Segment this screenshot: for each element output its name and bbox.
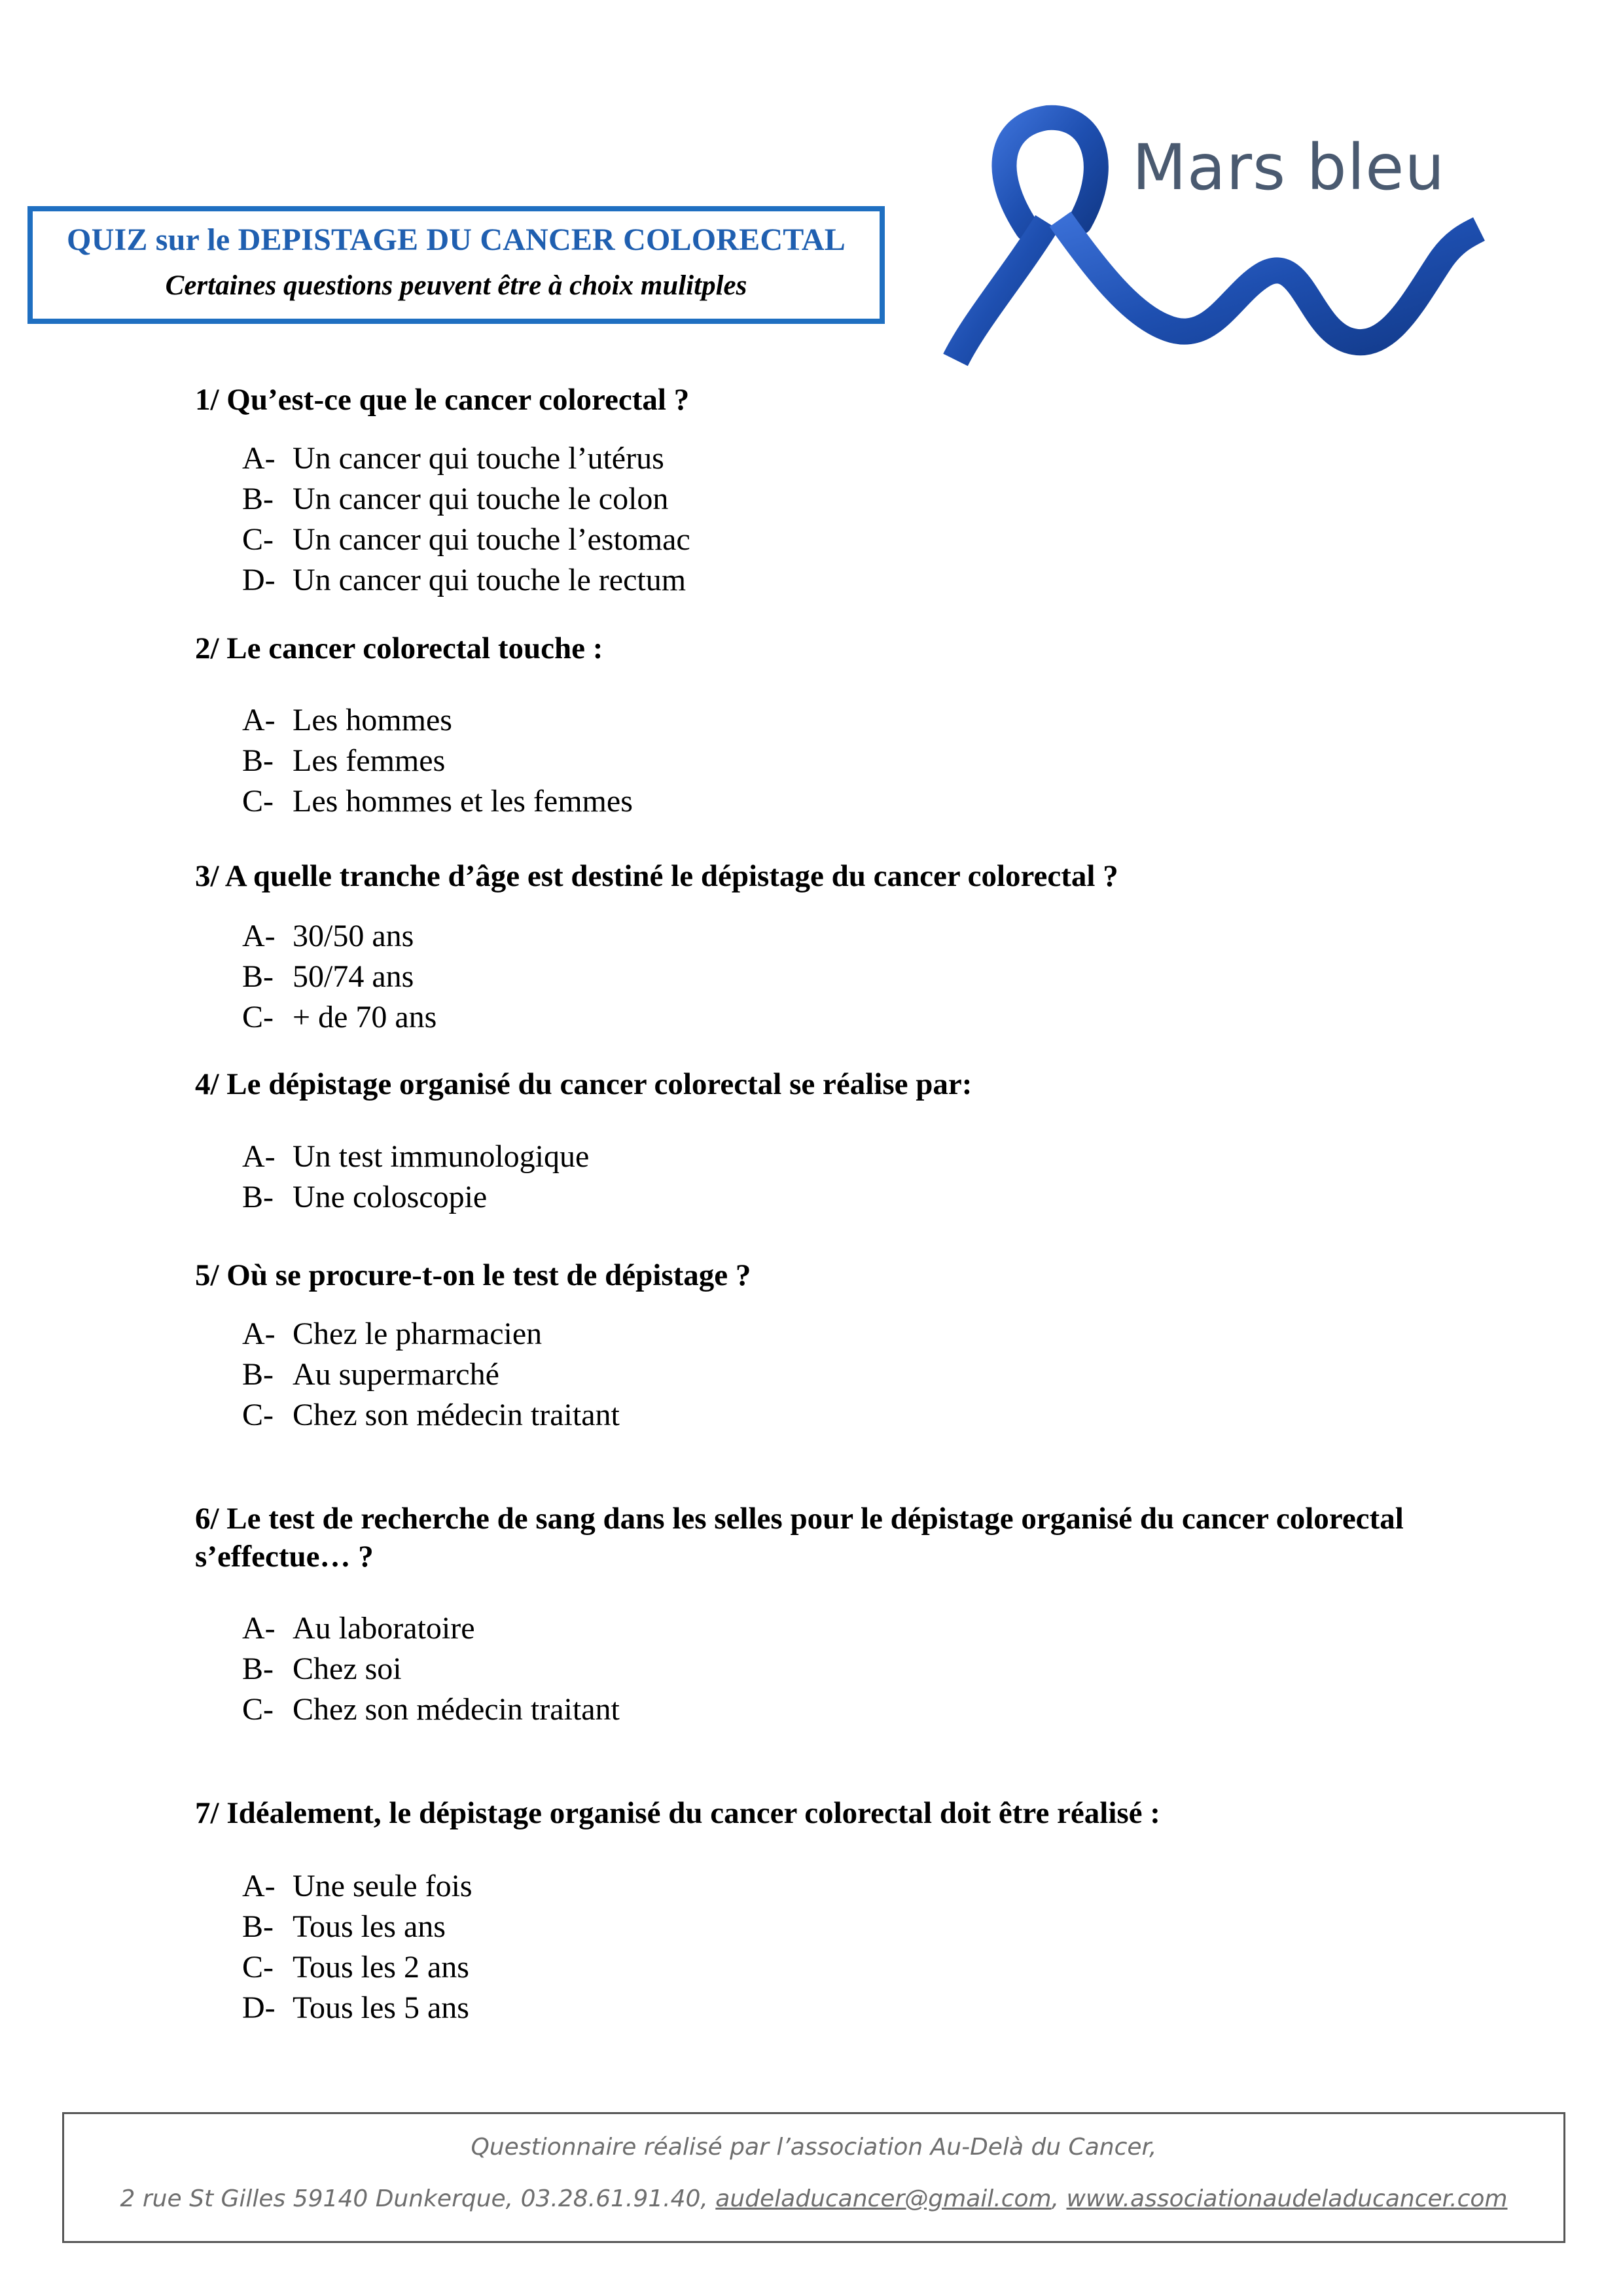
option-letter: A-: [242, 441, 276, 476]
question-7: 7/ Idéalement, le dépistage organisé du cancer colorectal doit être réalisé :: [195, 1796, 1160, 1830]
option-letter: A-: [242, 1139, 276, 1174]
option-7c[interactable]: [242, 1947, 473, 1988]
option-1b[interactable]: [242, 479, 690, 520]
footer-separator: ,: [1051, 2185, 1060, 2212]
option-text: Chez soi: [293, 1651, 402, 1686]
question-1: 1/ Qu’est-ce que le cancer colorectal ?: [195, 383, 690, 417]
question-3: 3/ A quelle tranche d’âge est destiné le dépistage du cancer colorectal ?: [195, 859, 1118, 893]
question-4-options: [242, 1137, 589, 1218]
option-text: 50/74 ans: [293, 959, 414, 994]
question-2-options: [242, 700, 633, 822]
option-letter: B-: [242, 1357, 274, 1392]
option-letter: D-: [242, 1990, 276, 2025]
option-text: Un cancer qui touche l’estomac: [293, 522, 690, 557]
option-letter: C-: [242, 1398, 274, 1432]
option-2c[interactable]: [242, 781, 633, 822]
option-letter: A-: [242, 1869, 276, 1903]
option-1d[interactable]: [242, 560, 690, 601]
footer-contact: [64, 2185, 1563, 2212]
option-text: Chez son médecin traitant: [293, 1692, 620, 1727]
question-7-options: [242, 1866, 473, 2028]
footer-box: [62, 2112, 1565, 2243]
option-5b[interactable]: [242, 1354, 620, 1395]
option-text: Au laboratoire: [293, 1611, 475, 1646]
mars-bleu-logo: [916, 79, 1505, 425]
option-letter: A-: [242, 703, 276, 737]
option-text: Tous les ans: [293, 1909, 446, 1944]
question-5: 5/ Où se procure-t-on le test de dépistage ?: [195, 1258, 751, 1292]
logo-text: Mars bleu: [1132, 131, 1446, 204]
option-text: Chez son médecin traitant: [293, 1398, 620, 1432]
footer-address: 2 rue St Gilles 59140 Dunkerque, 03.28.61.91.40,: [120, 2185, 708, 2212]
page-title: QUIZ sur le DEPISTAGE DU CANCER COLORECTAL: [67, 222, 846, 257]
option-4a[interactable]: [242, 1137, 589, 1177]
option-text: Un cancer qui touche l’utérus: [293, 441, 664, 476]
option-text: Un cancer qui touche le rectum: [293, 563, 687, 597]
option-letter: D-: [242, 563, 276, 597]
question-6: 6/ Le test de recherche de sang dans les selles pour le dépistage organisé du cancer colorectal s’effectue… ?: [195, 1502, 1404, 1574]
option-letter: C-: [242, 784, 274, 819]
option-1a[interactable]: [242, 438, 690, 479]
option-6a[interactable]: [242, 1608, 620, 1649]
option-letter: B-: [242, 959, 274, 994]
option-text: Les hommes et les femmes: [293, 784, 633, 819]
option-7b[interactable]: [242, 1907, 473, 1947]
option-text: Les hommes: [293, 703, 452, 737]
page-subtitle: Certaines questions peuvent être à choix mulitples: [165, 270, 747, 301]
option-letter: B-: [242, 482, 274, 516]
option-7d[interactable]: [242, 1988, 473, 2028]
option-text: + de 70 ans: [293, 1000, 437, 1034]
option-3c[interactable]: [242, 997, 437, 1038]
footer-credit: Questionnaire réalisé par l’association Au-Delà du Cancer,: [471, 2134, 1157, 2161]
option-text: Tous les 2 ans: [293, 1950, 469, 1985]
question-6-options: [242, 1608, 620, 1730]
option-text: Les femmes: [293, 743, 446, 778]
question-3-options: [242, 916, 437, 1038]
option-text: Chez le pharmacien: [293, 1316, 543, 1351]
question-1-options: [242, 438, 690, 601]
footer-website-link[interactable]: www.associationaudeladucancer.com: [1066, 2185, 1508, 2212]
option-letter: B-: [242, 1180, 274, 1214]
option-5a[interactable]: [242, 1314, 620, 1354]
option-4b[interactable]: [242, 1177, 589, 1218]
option-letter: B-: [242, 1651, 274, 1686]
option-3a[interactable]: [242, 916, 437, 957]
option-text: Un test immunologique: [293, 1139, 590, 1174]
option-text: Une coloscopie: [293, 1180, 488, 1214]
option-letter: A-: [242, 1316, 276, 1351]
option-letter: C-: [242, 522, 274, 557]
option-text: Un cancer qui touche le colon: [293, 482, 669, 516]
question-2: 2/ Le cancer colorectal touche :: [195, 631, 603, 665]
option-3b[interactable]: [242, 957, 437, 997]
option-text: Tous les 5 ans: [293, 1990, 469, 2025]
option-letter: C-: [242, 1000, 274, 1034]
option-6c[interactable]: [242, 1689, 620, 1730]
option-text: Une seule fois: [293, 1869, 473, 1903]
option-text: 30/50 ans: [293, 919, 414, 953]
option-6b[interactable]: [242, 1649, 620, 1689]
option-2a[interactable]: [242, 700, 633, 741]
question-4: 4/ Le dépistage organisé du cancer colorectal se réalise par:: [195, 1067, 972, 1101]
option-7a[interactable]: [242, 1866, 473, 1907]
option-letter: B-: [242, 743, 274, 778]
option-letter: B-: [242, 1909, 274, 1944]
option-letter: A-: [242, 1611, 276, 1646]
question-5-options: [242, 1314, 620, 1436]
option-2b[interactable]: [242, 741, 633, 781]
footer-email-link[interactable]: audeladucancer@gmail.com: [715, 2185, 1052, 2212]
option-1c[interactable]: [242, 520, 690, 560]
quiz-title-box: [27, 206, 885, 324]
option-letter: A-: [242, 919, 276, 953]
option-letter: C-: [242, 1692, 274, 1727]
option-letter: C-: [242, 1950, 274, 1985]
option-text: Au supermarché: [293, 1357, 499, 1392]
option-5c[interactable]: [242, 1395, 620, 1436]
